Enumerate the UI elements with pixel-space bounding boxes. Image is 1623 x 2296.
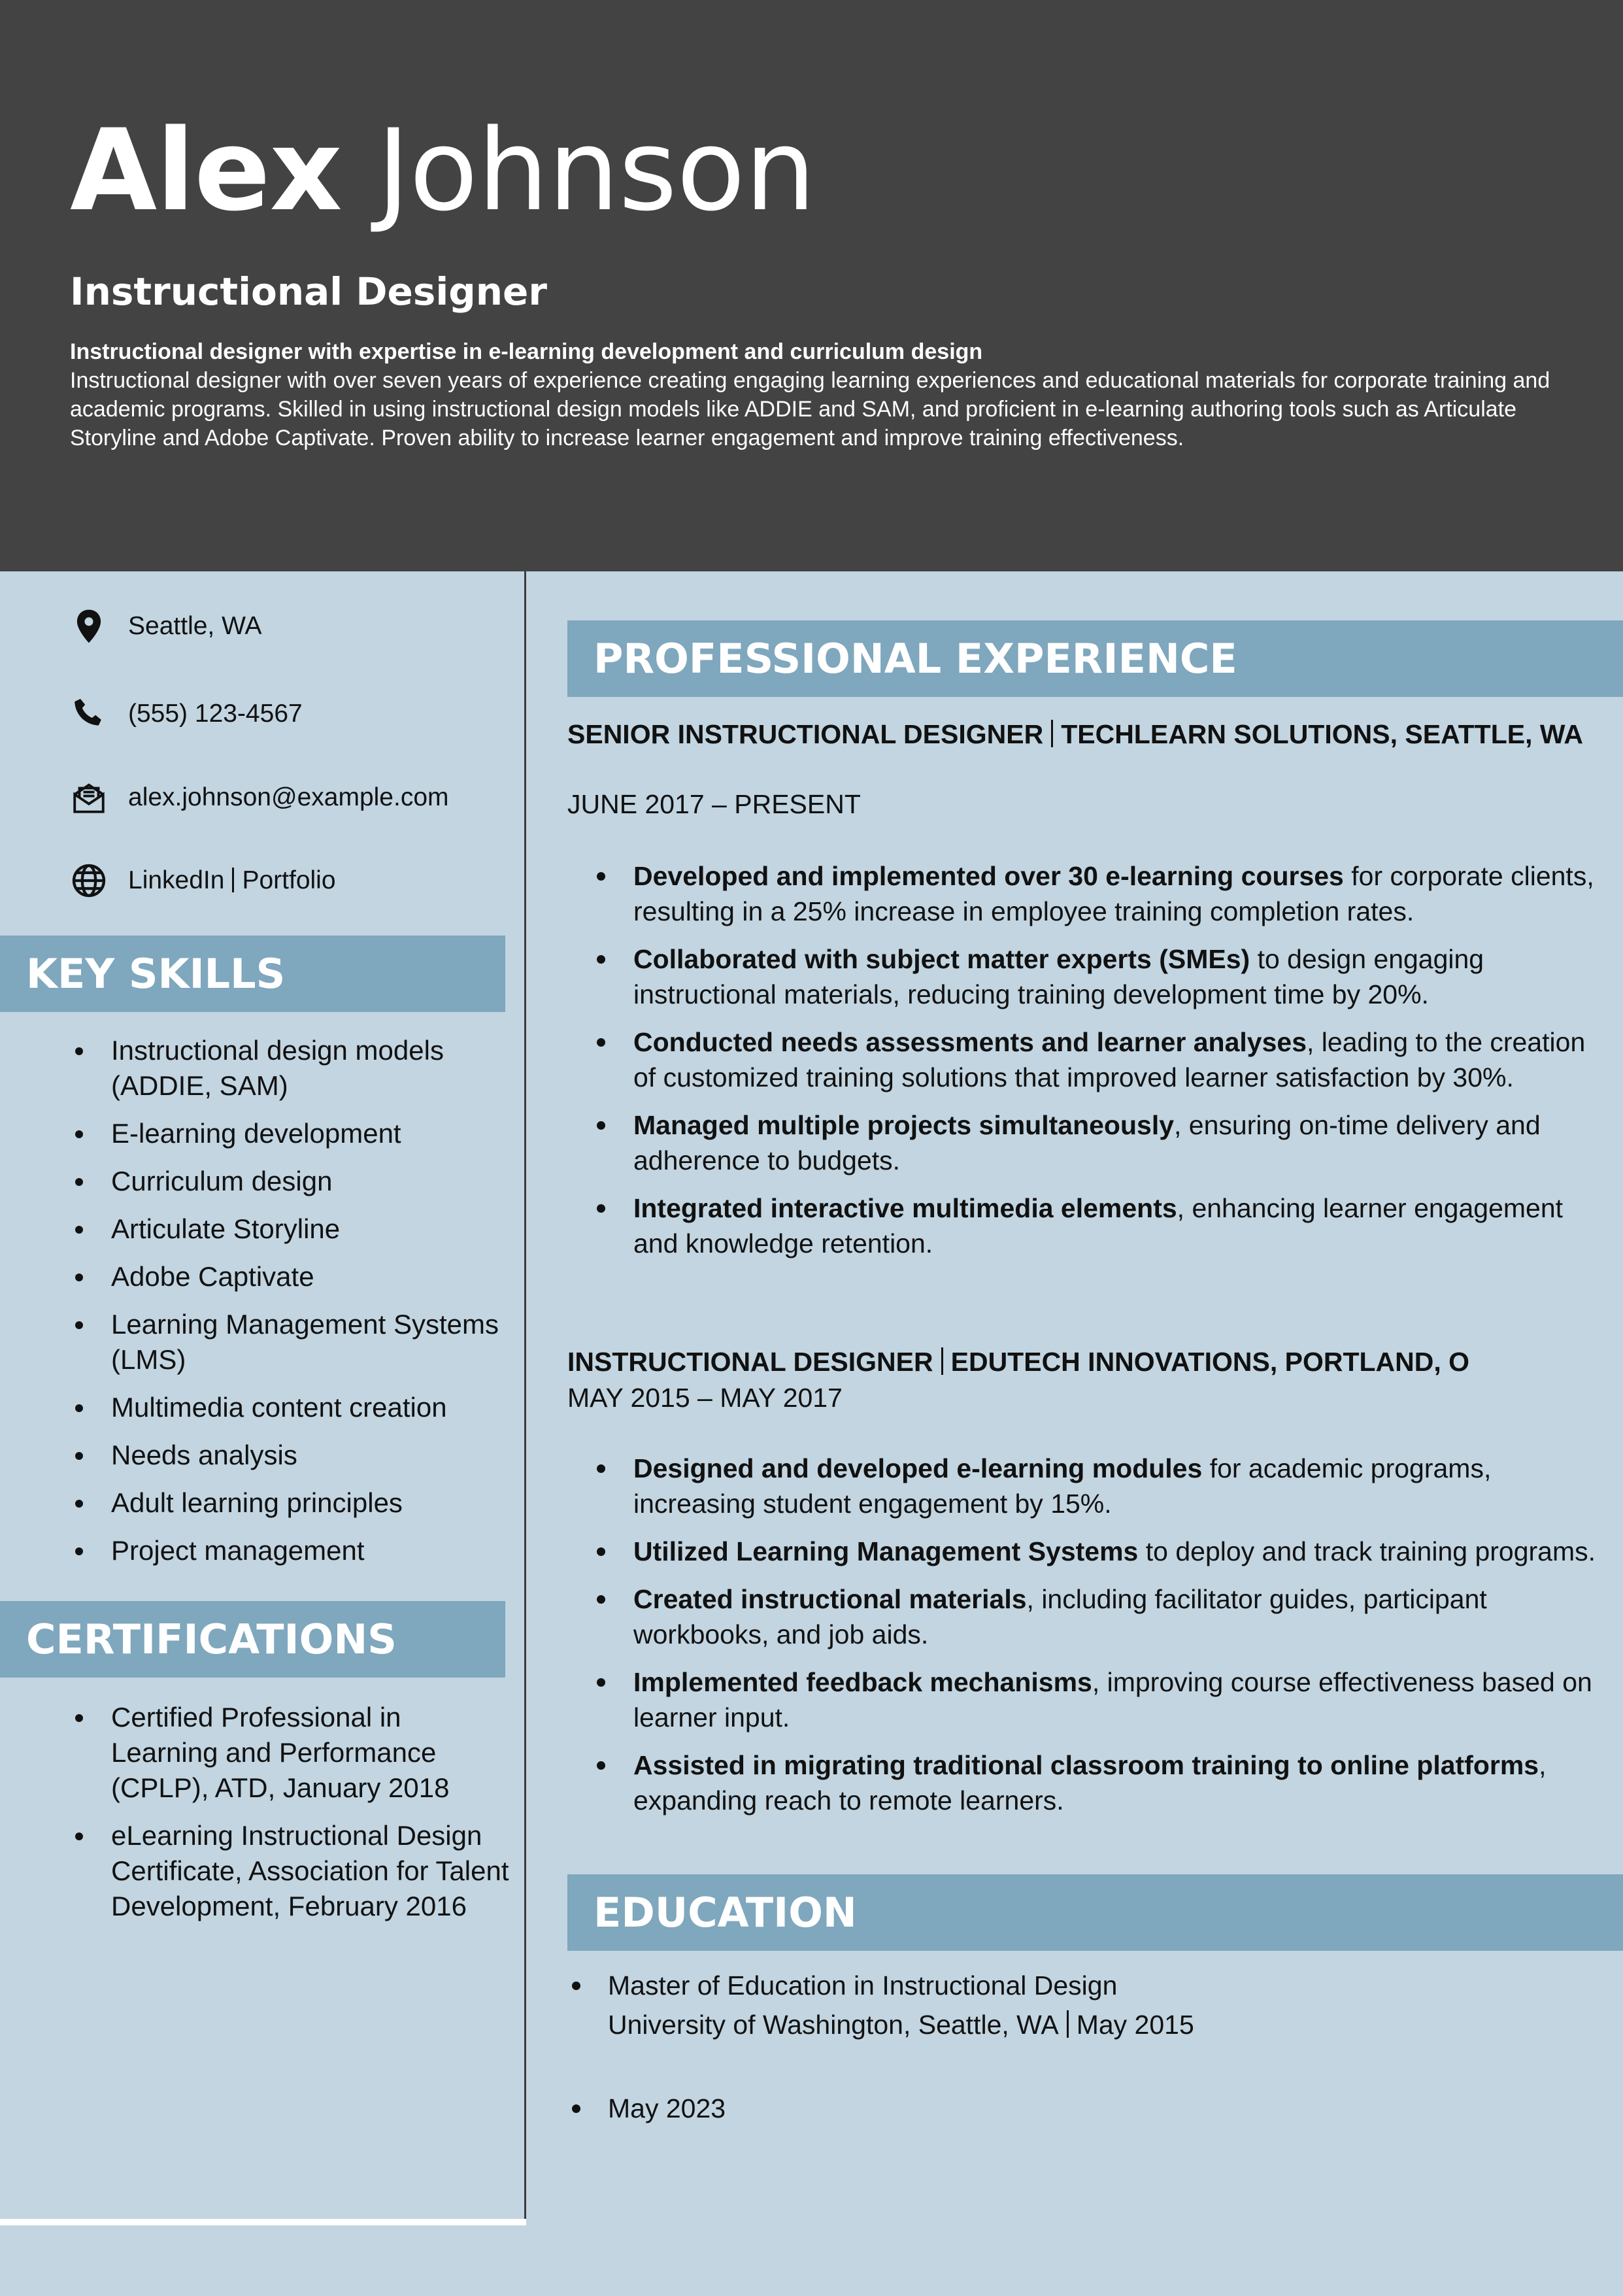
- phone-text[interactable]: (555) 123-4567: [128, 700, 303, 728]
- list-item: E-learning development: [69, 1116, 513, 1151]
- sidebar-bottom-rule: [0, 2219, 526, 2225]
- bullet-highlight: Integrated interactive multimedia elements: [633, 1193, 1177, 1223]
- first-name: Alex: [70, 105, 342, 236]
- bullet-highlight: Managed multiple projects simultaneously: [633, 1110, 1175, 1140]
- list-item: Learning Management Systems (LMS): [69, 1307, 513, 1377]
- bullet-text: , ensuring on-time delivery and adherence to budgets.: [633, 1110, 1541, 1175]
- bullet-highlight: Developed and implemented over 30 e-learning courses: [633, 861, 1344, 891]
- bullet-text: , including facilitator guides, participant workbooks, and job aids.: [633, 1584, 1487, 1649]
- column-divider: [524, 571, 526, 2222]
- list-item: Adobe Captivate: [69, 1259, 513, 1294]
- email-text[interactable]: alex.johnson@example.com: [128, 783, 449, 811]
- portfolio-link[interactable]: Portfolio: [242, 866, 336, 894]
- job-dates: JUNE 2017 – PRESENT: [567, 789, 861, 819]
- certifications-list: [69, 1700, 513, 1936]
- list-item: eLearning Instructional Design Certificate, Association for Talent Development, February 2016: [69, 1818, 513, 1924]
- bullet-text: , improving course effectiveness based on learner input.: [633, 1667, 1592, 1732]
- list-item: Project management: [69, 1533, 513, 1568]
- job-role: INSTRUCTIONAL DESIGNER: [567, 1347, 933, 1377]
- list-item: [592, 1190, 1598, 1261]
- bullet-text: for corporate clients, resulting in a 25% increase in employee training completion rates.: [633, 861, 1594, 926]
- list-item: [567, 1966, 1587, 2044]
- header-banner: [0, 0, 1623, 571]
- contact-phone: [68, 688, 303, 740]
- location-pin-icon: [68, 605, 110, 647]
- candidate-name: [70, 105, 816, 236]
- bullet-highlight: Conducted needs assessments and learner analyses: [633, 1027, 1307, 1057]
- job-bullets: [592, 1451, 1598, 1831]
- location-text: Seattle, WA: [128, 612, 262, 640]
- graduation-date: May 2015: [1076, 2010, 1194, 2040]
- list-item: [592, 1024, 1598, 1095]
- contact-email: [68, 771, 449, 824]
- summary-lead: Instructional designer with expertise in e-learning development and curriculum design: [70, 339, 983, 364]
- email-envelope-icon: [68, 777, 110, 819]
- list-item: [592, 1534, 1598, 1569]
- education-list: [567, 1966, 1587, 2044]
- bullet-highlight: Designed and developed e-learning modules: [633, 1453, 1203, 1483]
- list-item: Needs analysis: [69, 1438, 513, 1473]
- last-name: Johnson: [376, 105, 816, 236]
- degree: Master of Education in Instructional Design: [608, 1970, 1118, 2001]
- list-item: Multimedia content creation: [69, 1390, 513, 1425]
- education-heading: EDUCATION: [567, 1874, 1623, 1951]
- job-role: SENIOR INSTRUCTIONAL DESIGNER: [567, 719, 1044, 749]
- list-item: [592, 941, 1598, 1012]
- list-item: Instructional design models (ADDIE, SAM): [69, 1033, 513, 1104]
- summary: [70, 337, 1573, 452]
- bullet-text: , leading to the creation of customized training solutions that improved learner satisfaction by 30%.: [633, 1027, 1586, 1092]
- bullet-highlight: Utilized Learning Management Systems: [633, 1536, 1139, 1566]
- bullet-text: to deploy and track training programs.: [1138, 1536, 1596, 1566]
- list-item: Adult learning principles: [69, 1485, 513, 1521]
- list-item: Articulate Storyline: [69, 1211, 513, 1247]
- job-dates: MAY 2015 – MAY 2017: [567, 1383, 843, 1413]
- contact-location: [68, 600, 261, 652]
- contact-links: [68, 854, 336, 907]
- separator: [232, 868, 234, 892]
- list-item: Certified Professional in Learning and Performance (CPLP), ATD, January 2018: [69, 1700, 513, 1806]
- list-item: [592, 1581, 1598, 1652]
- list-item: [592, 1664, 1598, 1735]
- job-title-company: [567, 717, 1587, 752]
- bullet-text: for academic programs, increasing student engagement by 15%.: [633, 1453, 1492, 1519]
- summary-body: Instructional designer with over seven years of experience creating engaging learning experiences and educational materials for corporate training and academic programs. Skilled in using instructional design models like ADDIE and SAM, and proficient in e-learning authoring tools such as Articulate Storyline and Adobe Captivate. Proven ability to increase learner engagement and improve training effectiveness.: [70, 368, 1550, 450]
- linkedin-link[interactable]: LinkedIn: [128, 866, 225, 894]
- list-item: [592, 1451, 1598, 1521]
- list-item: [592, 1107, 1598, 1178]
- experience-heading: PROFESSIONAL EXPERIENCE: [567, 620, 1623, 697]
- skills-heading: KEY SKILLS: [0, 936, 505, 1012]
- bullet-text: to design engaging instructional materials, reducing training development time by 20%.: [633, 944, 1484, 1009]
- job-company: EDUTECH INNOVATIONS, PORTLAND, O: [950, 1347, 1470, 1377]
- separator: [1051, 720, 1053, 747]
- bullet-highlight: Implemented feedback mechanisms: [633, 1667, 1092, 1697]
- bullet-text: , expanding reach to remote learners.: [633, 1750, 1547, 1815]
- skills-list: [69, 1033, 513, 1581]
- bullet-highlight: Assisted in migrating traditional classroom training to online platforms: [633, 1750, 1539, 1780]
- list-item: May 2023: [567, 2089, 1587, 2128]
- bullet-highlight: Collaborated with subject matter experts (SMEs): [633, 944, 1250, 974]
- school: University of Washington, Seattle, WA: [608, 2010, 1059, 2040]
- job-bullets: [592, 858, 1598, 1274]
- globe-icon: [68, 860, 110, 902]
- phone-icon: [68, 693, 110, 735]
- separator: [1067, 2010, 1069, 2038]
- list-item: [592, 858, 1598, 929]
- separator: [941, 1347, 943, 1375]
- job-title-company: [567, 1345, 1587, 1379]
- job-company: TECHLEARN SOLUTIONS, SEATTLE, WA: [1061, 719, 1583, 749]
- education-list-second: [567, 2089, 1587, 2128]
- bullet-highlight: Created instructional materials: [633, 1584, 1027, 1614]
- certifications-heading: CERTIFICATIONS: [0, 1601, 505, 1678]
- list-item: Curriculum design: [69, 1164, 513, 1199]
- bullet-text: , enhancing learner engagement and knowledge retention.: [633, 1193, 1564, 1258]
- list-item: [592, 1747, 1598, 1818]
- job-title: Instructional Designer: [70, 269, 547, 314]
